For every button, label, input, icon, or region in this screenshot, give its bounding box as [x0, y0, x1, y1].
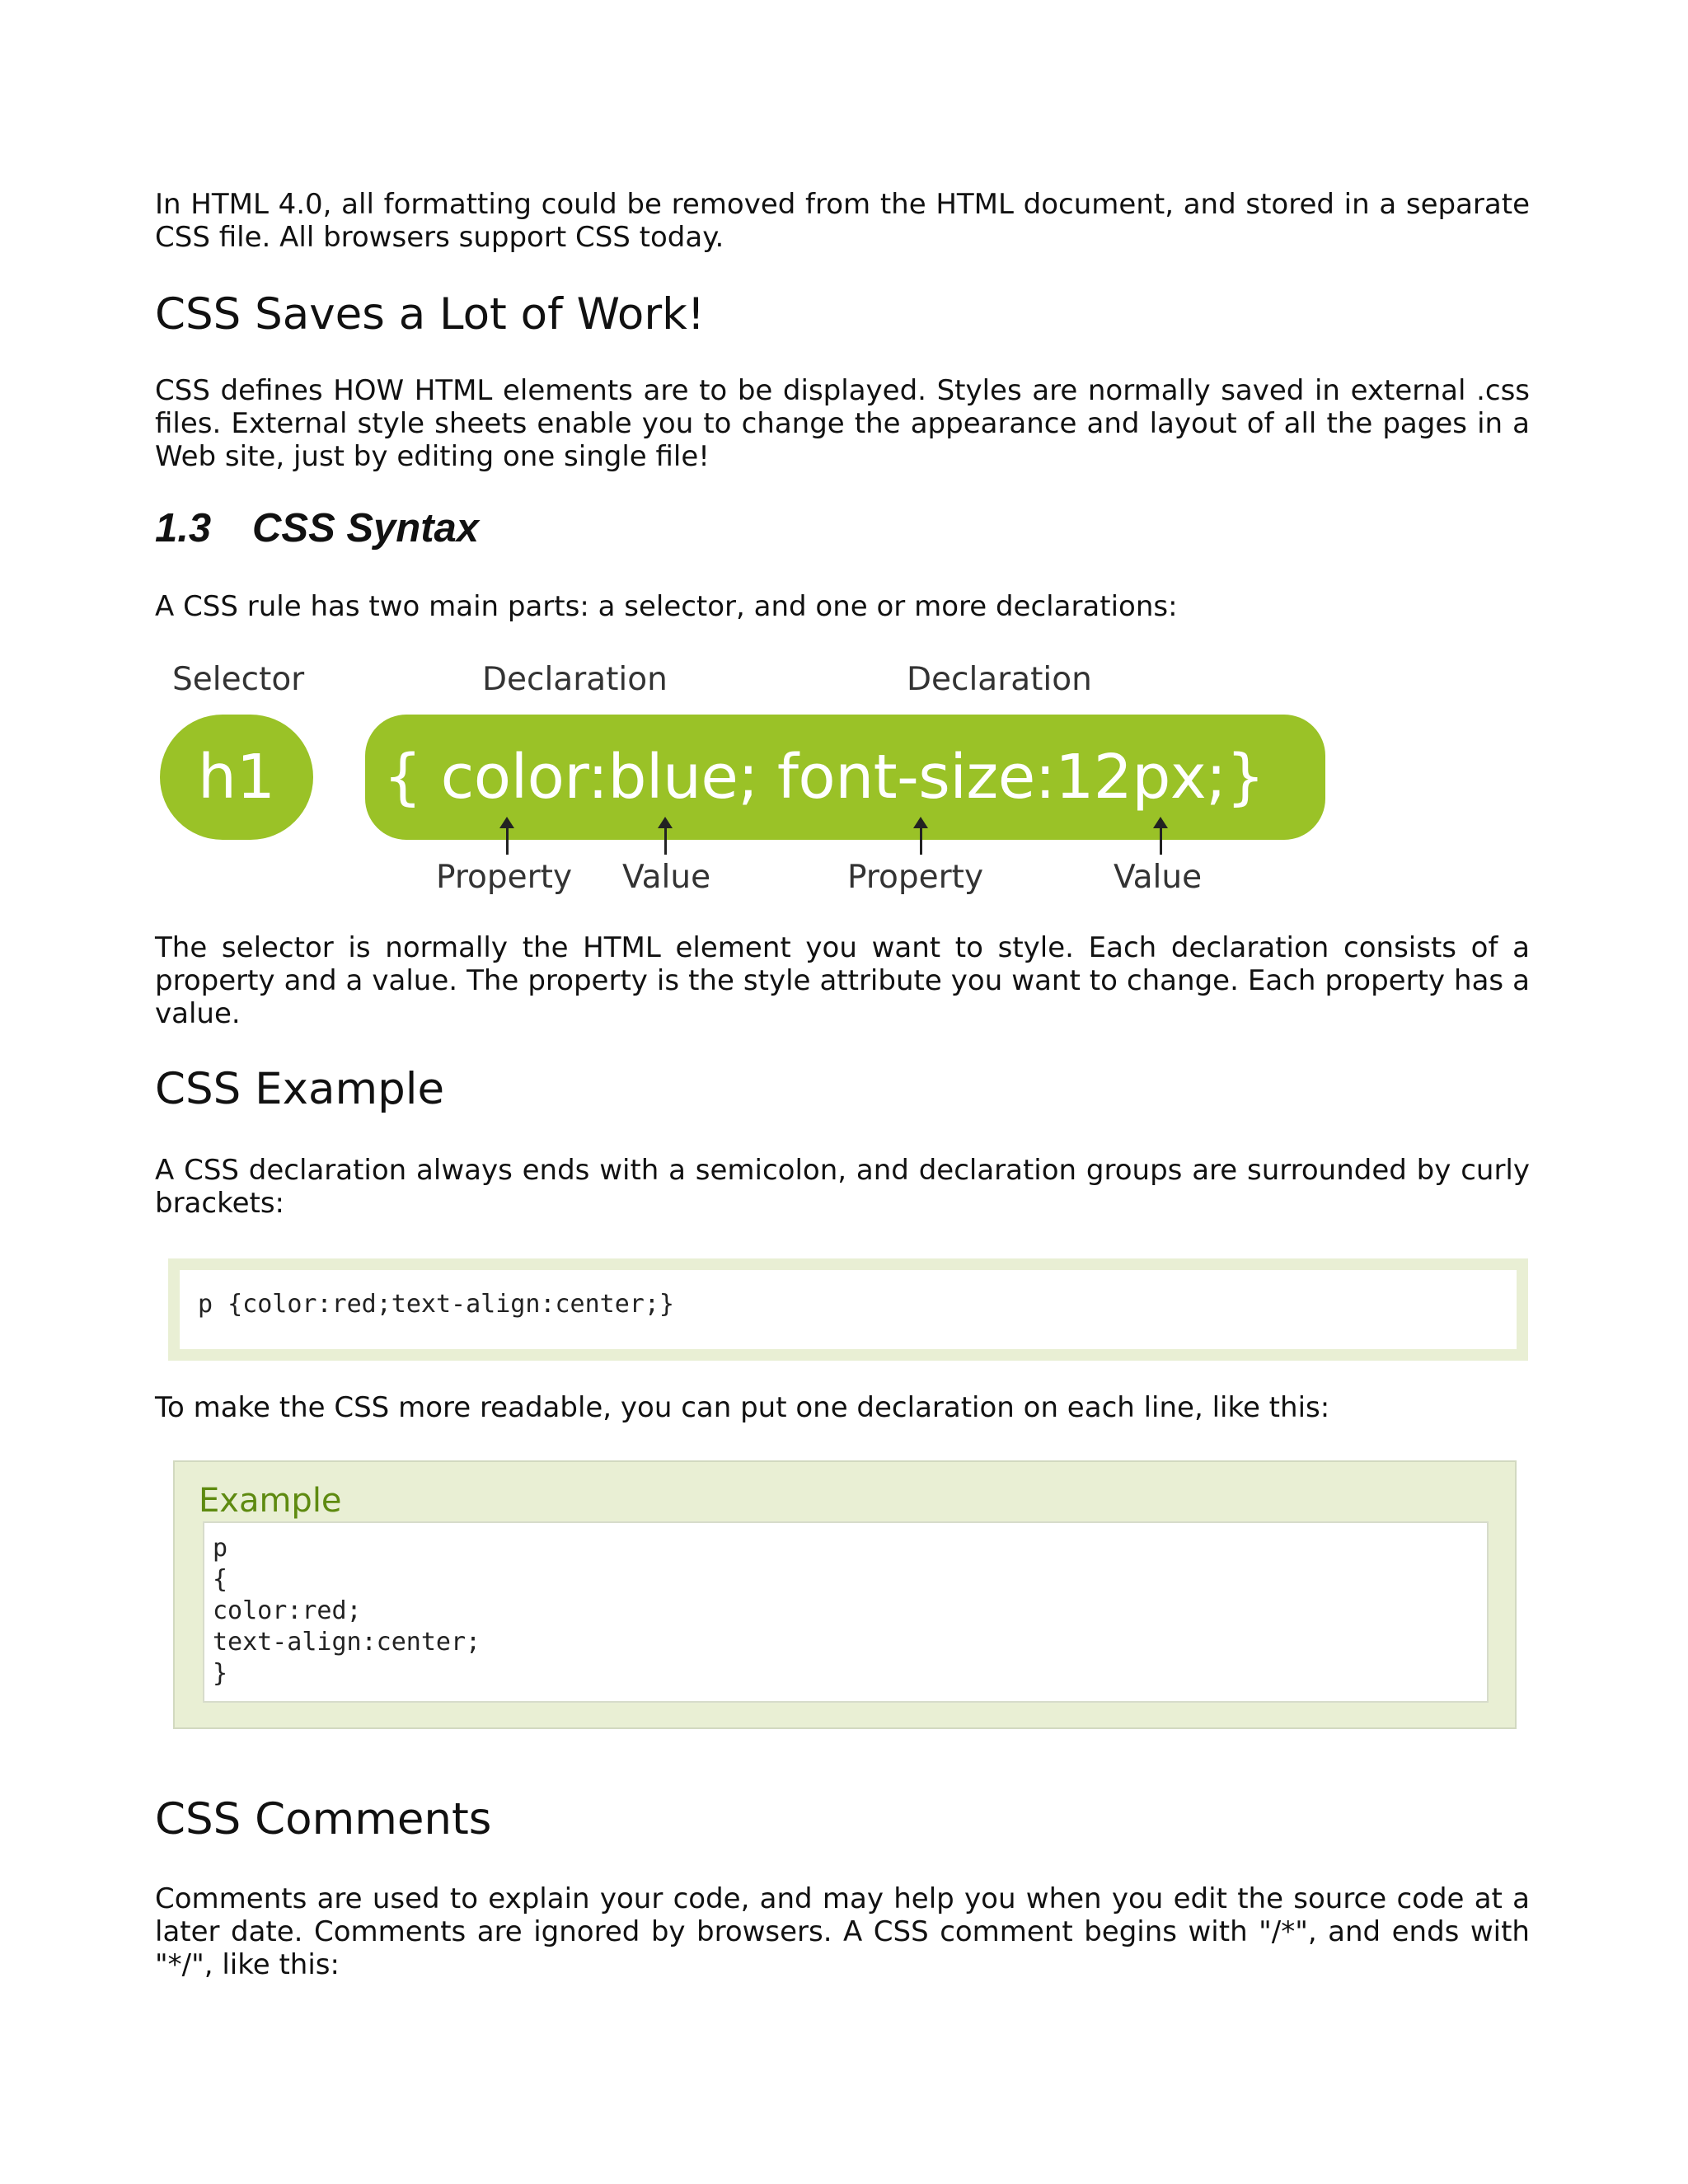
example-title: Example — [199, 1482, 342, 1520]
label-property-1: Property — [436, 859, 573, 896]
arrow-value-1 — [664, 822, 667, 855]
label-declaration-1: Declaration — [482, 661, 668, 698]
comments-paragraph: Comments are used to explain your code, and may help you when you edit the source code at a later date. Comments are ignored by browsers. A CSS comment begins with "/*", and ends with "*/", like this: — [155, 1882, 1530, 1981]
heading-css-comments: CSS Comments — [155, 1794, 492, 1844]
heading-css-syntax — [155, 505, 1530, 551]
example-paragraph: A CSS declaration always ends with a semicolon, and declaration groups are surrounded by curly brackets: — [155, 1154, 1530, 1220]
label-selector: Selector — [172, 661, 305, 698]
selector-explanation-paragraph: The selector is normally the HTML element you want to style. Each declaration consists of a property and a value. The property is the style attribute you want to change. Each property has a value. — [155, 931, 1530, 1030]
heading-css-example: CSS Example — [155, 1064, 445, 1114]
code-block-inline — [168, 1258, 1528, 1361]
heading-css-saves-work: CSS Saves a Lot of Work! — [155, 289, 706, 340]
syntax-paragraph: A CSS rule has two main parts: a selector, and one or more declarations: — [155, 590, 1178, 623]
declaration-pill: { color:blue; font-size:12px;} — [365, 715, 1325, 840]
css-rule-diagram — [155, 651, 1530, 923]
label-declaration-2: Declaration — [907, 661, 1092, 698]
example-code: p { color:red; text-align:center; } — [203, 1521, 1489, 1703]
intro-paragraph: In HTML 4.0, all formatting could be removed from the HTML document, and stored in a separate CSS file. All browsers support CSS today. — [155, 188, 1530, 254]
selector-pill: h1 — [160, 715, 313, 840]
example-box — [173, 1460, 1517, 1729]
arrow-property-2 — [920, 822, 922, 855]
arrow-value-2 — [1160, 822, 1162, 855]
code-inline-text: p {color:red;text-align:center;} — [180, 1270, 1517, 1349]
label-value-2: Value — [1114, 859, 1203, 896]
label-value-1: Value — [622, 859, 711, 896]
section-title: CSS Syntax — [252, 506, 480, 551]
section-number: 1.3 — [155, 506, 212, 551]
arrow-property-1 — [506, 822, 509, 855]
label-property-2: Property — [847, 859, 984, 896]
saves-work-paragraph: CSS defines HOW HTML elements are to be displayed. Styles are normally saved in external .css files. External style sheets enable you to change the appearance and layout of all the pages in a Web site, just by editing one single file! — [155, 374, 1530, 473]
readable-paragraph: To make the CSS more readable, you can put one declaration on each line, like this: — [155, 1391, 1330, 1424]
